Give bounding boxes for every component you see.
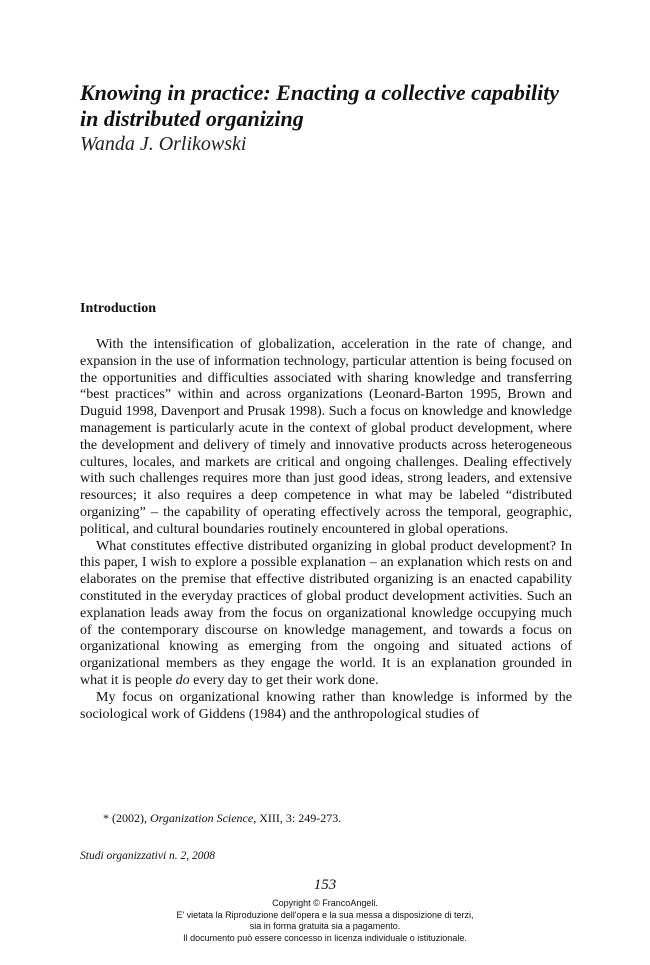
footnote-prefix: * (2002),: [103, 811, 150, 825]
copyright-line: sia in forma gratuita sia a pagamento.: [249, 921, 401, 931]
journal-line: Studi organizzativi n. 2, 2008: [80, 850, 216, 862]
footnote: [103, 811, 341, 826]
paragraph-2: What constitutes effective distributed organizing in global product development? In this paper, I wish to explore a possible explanation – an explanation which rests on and elaborates on the premise that effective distributed organizing is an enacted capability constituted in the everyday practices of global product development activities. Such an explanation leads away from the focus on organizational knowledge occupying much of the contemporary discourse on knowledge management, and towards a focus on organizational knowing as emerging from the ongoing and situated actions of organizational members as they engage the world. It is an explanation grounded in what it is people do every day to get their work done.: [80, 538, 572, 688]
paragraph-1: With the intensification of globalization, acceleration in the rate of change, and expansion in the use of information technology, particular attention is being focused on the opportunities and difficulties associated with sharing knowledge and transferring “best practices” within and across organizations (Leonard-Barton 1995, Brown and Duguid 1998, Davenport and Prusak 1998). Such a focus on knowledge and knowledge management is particularly acute in the context of global product development, where the development and delivery of timely and innovative products across heterogeneous cultures, locales, and markets are critical and ongoing challenges. Dealing effectively with such challenges requires more than just good ideas, strong leaders, and extensive resources; it also requires a deep competence in what may be labeled “distributed organizing” – the capability of operating effectively across the temporal, geographic, political, and cultural boundaries routinely encountered in global operations.: [80, 337, 572, 537]
footnote-journal: Organization Science: [150, 811, 254, 825]
page-number: 153: [313, 877, 337, 893]
article-title: Knowing in practice: Enacting a collective capability in distributed organizing: [80, 80, 560, 131]
paragraph-3: My focus on organizational knowing rather than knowledge is informed by the sociological work of Giddens (1984) and the anthropological studies of: [80, 689, 572, 722]
copyright-line: Il documento può essere concesso in licenza individuale o istituzionale.: [183, 932, 467, 943]
footnote-suffix: , XIII, 3: 249-273.: [253, 811, 342, 825]
copyright-line: E' vietata la Riproduzione dell'opera e la sua messa a disposizione di terzi,: [176, 909, 474, 920]
author-name: Wanda J. Orlikowski: [80, 133, 247, 155]
section-heading: Introduction: [80, 301, 156, 316]
copyright-line: Copyright © FrancoAngeli.: [272, 898, 378, 908]
body-text: [80, 337, 572, 723]
copyright-notice: [0, 898, 650, 944]
